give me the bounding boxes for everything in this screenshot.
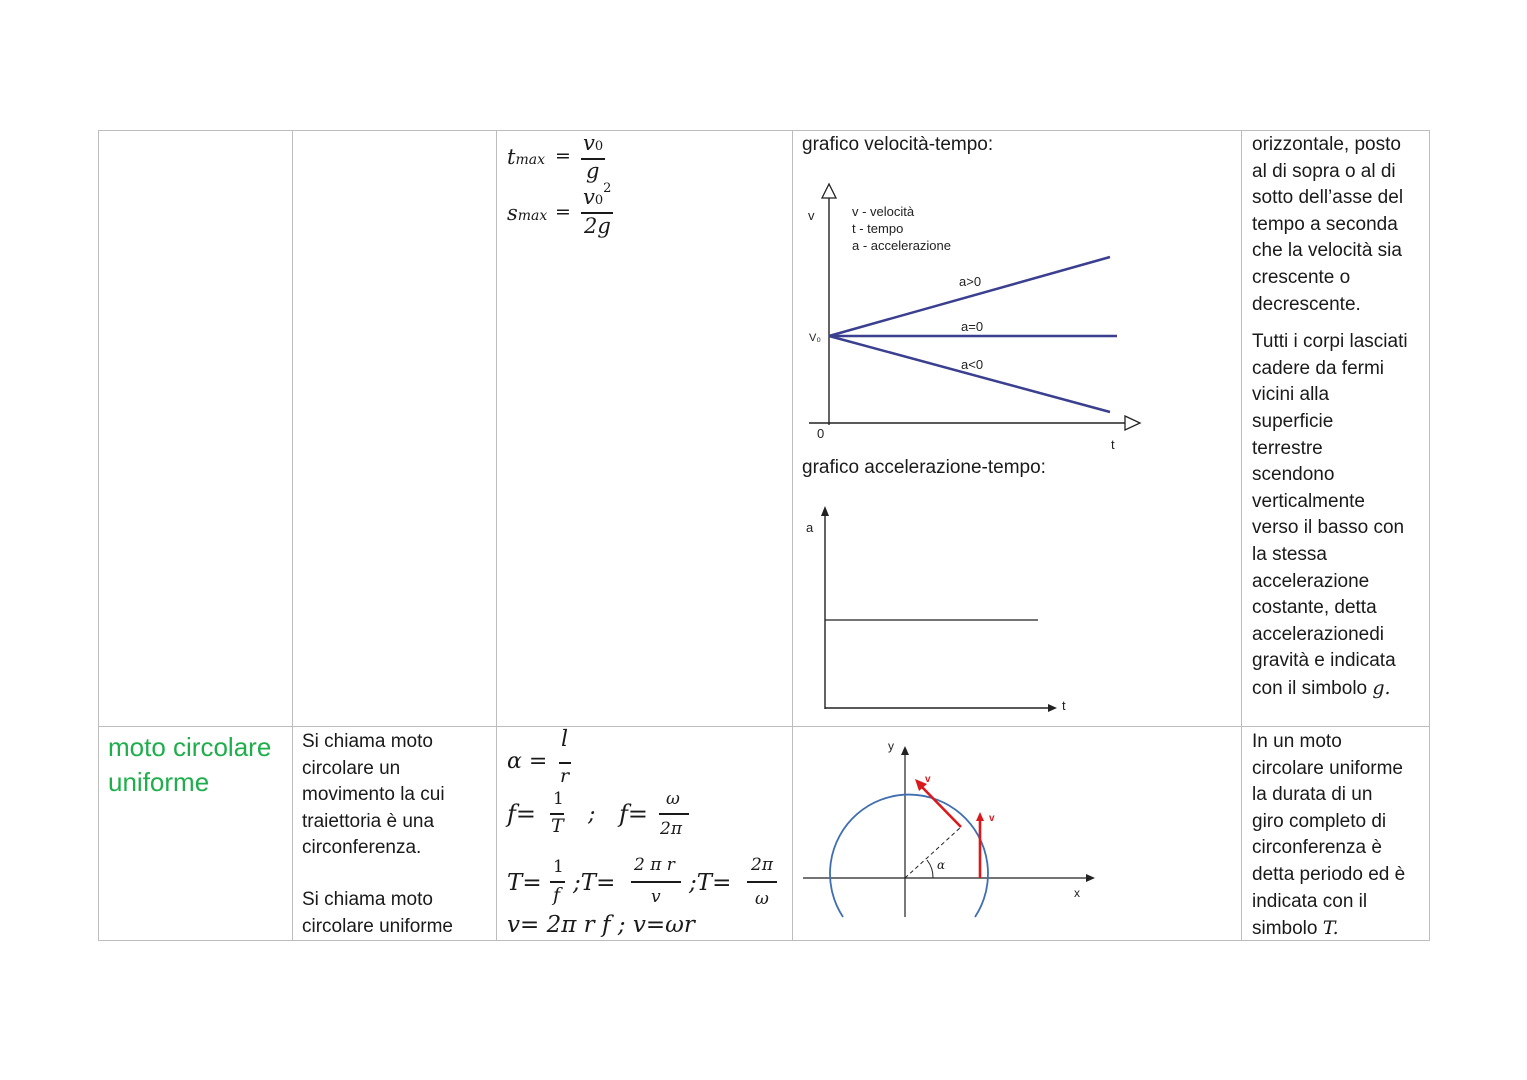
notes-line: che la velocità sia: [1252, 240, 1402, 262]
row2-formulas-cell: [497, 727, 792, 940]
smax-numerator: v: [583, 185, 595, 209]
T3-lhs: ;T=: [689, 870, 732, 896]
label-a-zero: a=0: [961, 319, 984, 334]
circular-motion-diagram: [793, 727, 1241, 940]
notes-line: vicini alla: [1252, 384, 1330, 406]
velocity-legend-v: v - velocità: [852, 204, 915, 219]
f1-lhs: f=: [507, 800, 536, 828]
T2-denominator: v: [651, 887, 661, 907]
definition-line: circolare uniforme: [302, 915, 453, 937]
notes-line: [1252, 675, 1427, 703]
f2-numerator: ω: [666, 789, 680, 809]
symbol-T: T.: [1322, 917, 1339, 940]
smax-symbol: s: [507, 201, 518, 225]
circle-x-label: x: [1074, 886, 1080, 900]
notes-paragraph-1: [1252, 132, 1427, 318]
notes-line: superficie: [1252, 410, 1334, 432]
velocity-vector-label-1: v: [925, 774, 931, 785]
notes-line: orizzontale, posto: [1252, 134, 1401, 155]
notes-text: con il simbolo: [1252, 677, 1368, 699]
notes-line: gravità e indicata: [1252, 650, 1396, 672]
alpha-lhs: α =: [507, 749, 548, 774]
topic-title-line: moto circolare: [108, 732, 272, 762]
velocity-origin-label: 0: [817, 426, 825, 441]
f1-denominator: T: [551, 815, 564, 837]
notes-line: la durata di un: [1252, 784, 1373, 806]
row2-diagram-cell: [793, 727, 1241, 940]
T2-numerator: 2 π r: [634, 855, 675, 875]
topic-title-line: uniforme: [108, 767, 210, 797]
notes-line: sotto dell’asse del: [1252, 187, 1404, 209]
notes-text: simbolo: [1252, 918, 1318, 940]
circle-x-arrow: [1086, 874, 1095, 882]
notes-line: verticalmente: [1252, 490, 1365, 512]
angle-arc: [927, 860, 933, 878]
row1-notes-cell: [1252, 132, 1427, 702]
velocity-vector-tangent: [921, 786, 961, 827]
accel-y-arrow: [821, 506, 829, 516]
circle-y-label: y: [888, 739, 894, 753]
circle-trajectory: [830, 795, 988, 917]
accel-y-label: a: [806, 520, 814, 535]
circle-y-arrow: [901, 746, 909, 755]
table-border-bottom: [98, 940, 1430, 941]
definition-line: movimento la cui: [302, 784, 445, 806]
table-col-divider: [292, 130, 293, 941]
label-a-positive: a>0: [959, 274, 982, 289]
T1-denominator: f: [553, 884, 561, 906]
alpha-fraction-bar: [559, 762, 571, 764]
row2-topic-cell: [108, 730, 292, 800]
radius-line: [905, 827, 961, 878]
velocity-vector-label-2: v: [989, 813, 995, 824]
T3-denominator: ω: [755, 889, 769, 909]
label-a-negative: a<0: [961, 357, 984, 372]
velocity-y-arrow: [822, 184, 836, 198]
formula-separator: ;: [588, 802, 596, 827]
notes-line: indicata con il: [1252, 890, 1368, 912]
smax-numerator-sup: 2: [603, 181, 612, 196]
notes-line: al di sopra o al di: [1252, 160, 1396, 182]
f2-denominator: 2π: [660, 819, 682, 839]
tmax-equals: =: [555, 145, 571, 167]
T1-numerator: 1: [553, 857, 564, 877]
line-a-negative: [829, 336, 1110, 412]
table-border-left: [98, 130, 99, 941]
definition-paragraph-2: [302, 887, 494, 940]
f2-fraction-bar: [659, 813, 689, 815]
definition-line: circolare un: [302, 757, 401, 779]
smax-denominator: 2g: [584, 214, 611, 238]
definition-line: Si chiama moto: [302, 731, 433, 752]
notes-line: In un moto: [1252, 731, 1342, 752]
notes-line: scendono: [1252, 464, 1335, 486]
notes-line: la stessa: [1252, 543, 1327, 565]
T1-fraction-bar: [550, 881, 565, 883]
notes-line: terrestre: [1252, 437, 1323, 459]
definition-paragraph-1: [302, 729, 494, 862]
tmax-subscript: max: [515, 152, 545, 168]
table-col-divider: [1241, 130, 1242, 941]
notes-line: giro completo di: [1252, 810, 1387, 832]
notes-line: costante, detta: [1252, 597, 1377, 619]
tmax-numerator-sub: 0: [594, 139, 604, 154]
velocity-v0-label: V₀: [809, 332, 821, 344]
alpha-denominator: r: [560, 765, 570, 787]
notes-line: tempo a seconda: [1252, 213, 1398, 235]
definition-line: traiettoria è una: [302, 810, 435, 832]
f1-numerator: 1: [553, 789, 564, 809]
velocity-legend-a: a - accelerazione: [852, 238, 951, 253]
definition-line: Si chiama moto: [302, 888, 433, 910]
T1-lhs: T=: [507, 870, 542, 896]
formula-velocity: v= 2π r f ; v=ωr: [507, 912, 695, 938]
velocity-y-label: v: [808, 208, 815, 223]
accel-x-arrow: [1048, 704, 1057, 712]
row2-notes-cell: [1252, 729, 1427, 943]
accel-graph-title: grafico accelerazione-tempo:: [802, 457, 1046, 478]
row2-definition-cell: [302, 729, 494, 940]
table-border-right: [1429, 130, 1430, 941]
notes-line: circolare uniforme: [1252, 757, 1403, 779]
velocity-vector-vertical-arrow: [976, 812, 984, 821]
notes-line: Tutti i corpi lasciati: [1252, 331, 1408, 353]
velocity-x-label: t: [1111, 437, 1115, 452]
smax-equals: =: [555, 201, 571, 223]
smax-numerator-sub: 0: [594, 193, 604, 208]
notes-line: detta periodo ed è: [1252, 863, 1406, 885]
notes-line: accelerazionedi: [1252, 623, 1385, 645]
definition-line: circonferenza.: [302, 837, 422, 859]
tmax-denominator: g: [586, 159, 600, 183]
smax-subscript: max: [517, 208, 548, 224]
velocity-legend-t: t - tempo: [852, 221, 904, 236]
notes-line: verso il basso con: [1252, 517, 1405, 539]
T3-numerator: 2π: [751, 855, 773, 875]
notes-line: decrescente.: [1252, 293, 1361, 315]
row1-graphs-cell: [793, 131, 1241, 726]
row1-formulas-cell: [497, 131, 792, 726]
symbol-g: g.: [1372, 676, 1391, 699]
velocity-x-arrow: [1125, 416, 1140, 430]
accel-x-label: t: [1062, 698, 1066, 713]
notes-line: circonferenza è: [1252, 837, 1382, 859]
tmax-numerator: v: [583, 131, 595, 155]
velocity-graph-title: grafico velocità-tempo:: [802, 134, 994, 155]
notes-line: cadere da fermi: [1252, 357, 1385, 379]
notes-line: [1252, 915, 1427, 943]
T3-fraction-bar: [747, 881, 777, 883]
angle-alpha-label: α: [937, 858, 946, 872]
f2-lhs: f=: [619, 800, 648, 828]
alpha-numerator: l: [561, 727, 569, 752]
T2-fraction-bar: [631, 881, 681, 883]
acceleration-time-graph: [793, 501, 1241, 721]
T2-lhs: ;T=: [573, 870, 616, 896]
tmax-symbol: t: [507, 145, 516, 169]
notes-line: crescente o: [1252, 266, 1351, 288]
notes-line: accelerazione: [1252, 570, 1370, 592]
notes-paragraph-2: [1252, 329, 1427, 702]
